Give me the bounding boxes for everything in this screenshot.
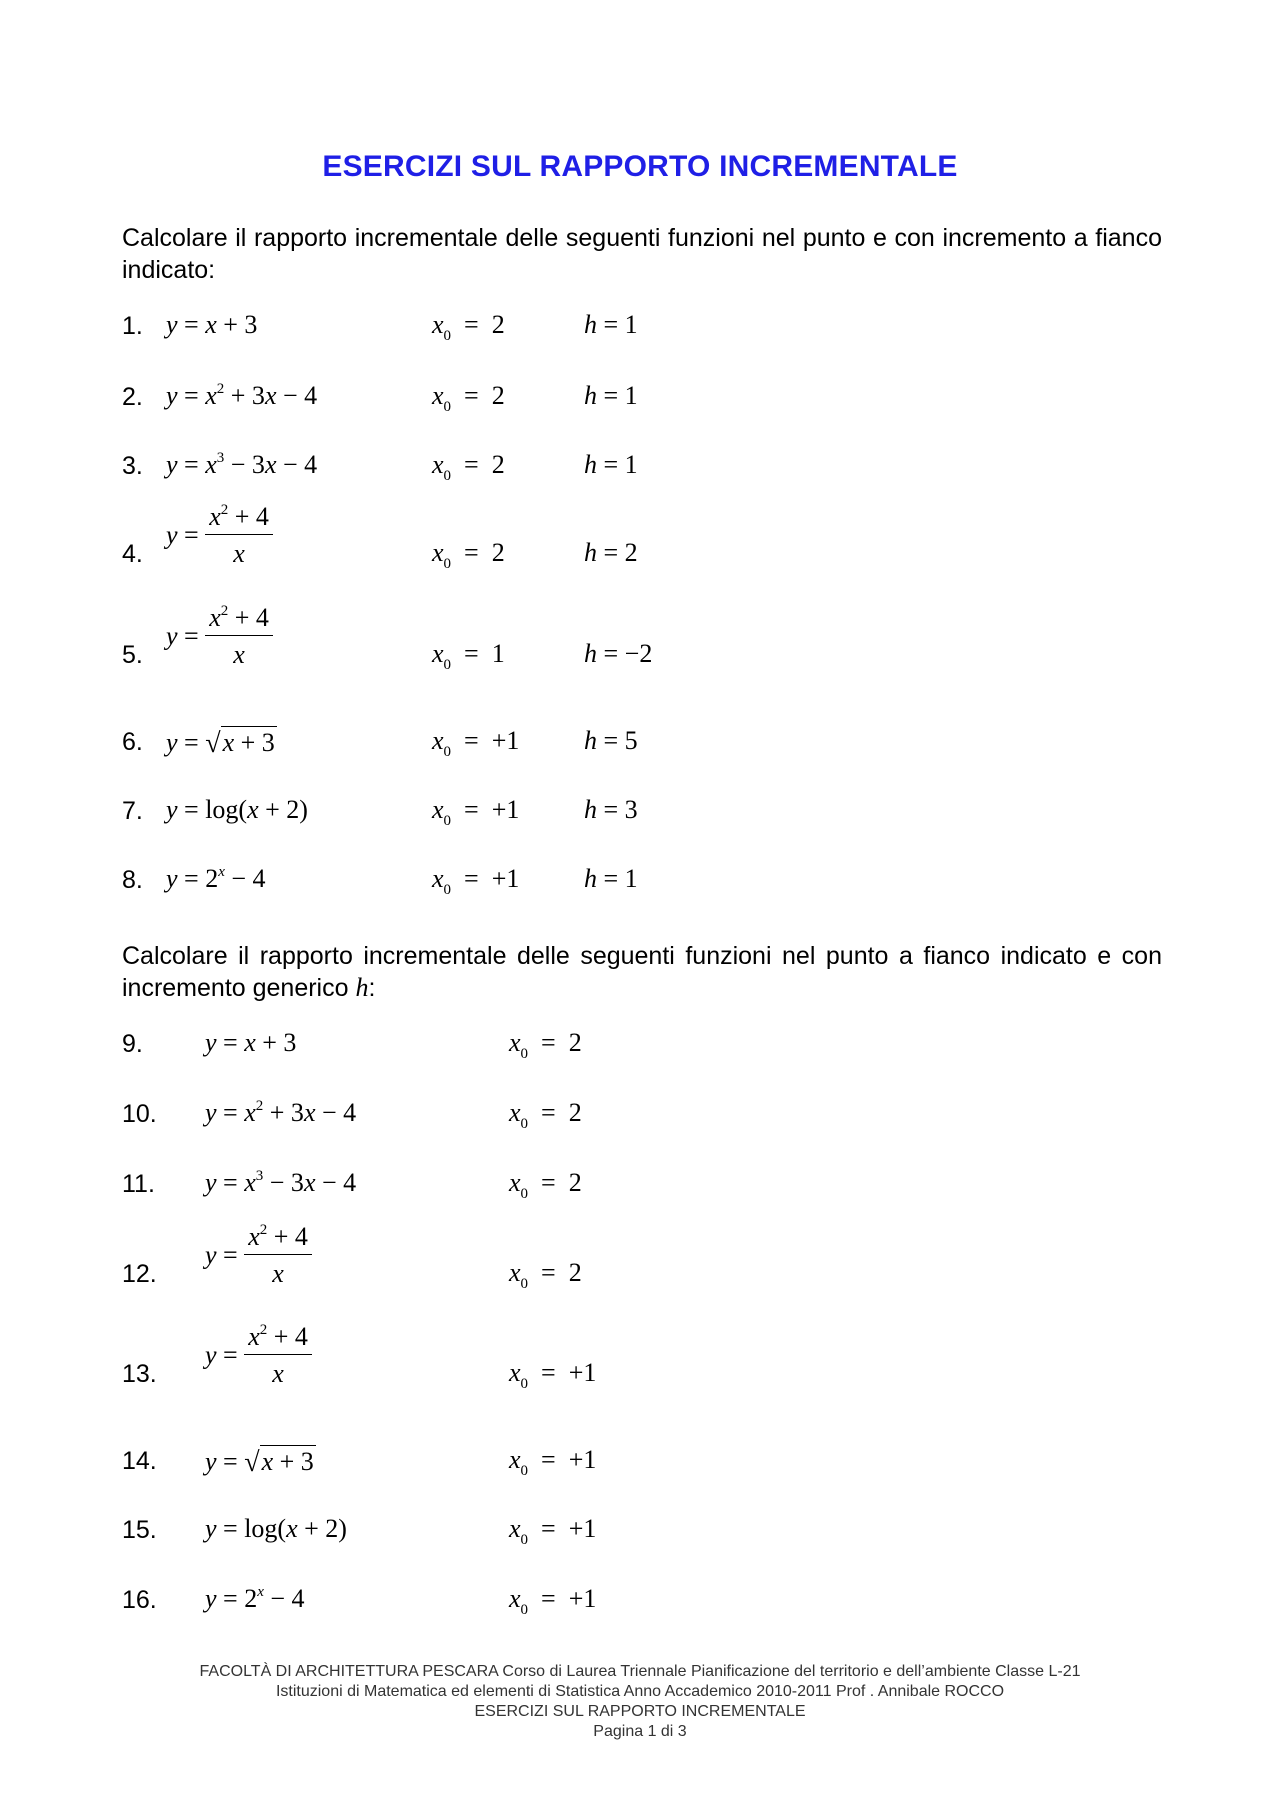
exercise-function: y = log(x + 2) [166, 795, 308, 824]
exercise-number: 6. [122, 728, 143, 756]
exercise-increment: h = 1 [584, 864, 638, 893]
exercise-function: y = $\frac{x^2 + 4}{x}$ [166, 605, 273, 672]
exercise-x0: $x_0 = +1$ [432, 726, 520, 760]
exercise-x0: $x_0 = 2$ [509, 1028, 582, 1062]
exercise-x0: $x_0 = 1$ [432, 639, 505, 673]
exercise-x0: $x_0 = +1$ [432, 795, 520, 829]
exercise-function: y = x + 3 [166, 310, 258, 339]
exercise-increment: h = 1 [584, 381, 638, 410]
exercise-number: 5. [122, 641, 143, 669]
footer-line-3: ESERCIZI SUL RAPPORTO INCREMENTALE [474, 1703, 806, 1720]
intro-paragraph-2 [122, 940, 1162, 1004]
exercise-x0: $x_0 = +1$ [509, 1445, 597, 1479]
intro-paragraph-2-var: h [355, 973, 369, 1002]
exercise-number: 8. [122, 866, 143, 894]
exercise-x0: $x_0 = 2$ [509, 1168, 582, 1202]
footer-line-4: Pagina 1 di 3 [593, 1723, 687, 1740]
exercise-function: $y = 2^x - 4$ [205, 1584, 305, 1613]
exercise-number: 2. [122, 383, 143, 411]
intro-paragraph-1: Calcolare il rapporto incrementale delle seguenti funzioni nel punto e con incremento a fianco indicato: [122, 224, 1162, 284]
exercise-number: 7. [122, 797, 143, 825]
exercise-number: 10. [122, 1100, 157, 1128]
exercise-function: y = √x + 3 [205, 1447, 314, 1478]
exercise-function: $y = 2^x - 4$ [166, 864, 266, 893]
exercise-function: y = $\frac{x^2 + 4}{x}$ [205, 1324, 312, 1391]
exercise-number: 16. [122, 1586, 157, 1614]
exercise-function: $y = x^2 + 3x - 4$ [205, 1098, 357, 1127]
exercise-number: 1. [122, 312, 143, 340]
exercise-number: 3. [122, 452, 143, 480]
exercise-number: 15. [122, 1516, 157, 1544]
exercise-increment: h = −2 [584, 639, 653, 668]
exercise-number: 11. [122, 1170, 155, 1198]
exercise-x0: $x_0 = 2$ [509, 1098, 582, 1132]
exercise-function: $y = x^2 + 3x - 4$ [166, 381, 318, 410]
footer-line-2: Istituzioni di Matematica ed elementi di Statistica Anno Accademico 2010-2011 Prof . Annibale ROCCO [275, 1683, 1005, 1700]
exercise-x0: $x_0 = +1$ [509, 1584, 597, 1618]
exercise-function: y = x + 3 [205, 1028, 297, 1057]
exercise-number: 4. [122, 540, 143, 568]
exercise-x0: $x_0 = 2$ [432, 381, 505, 415]
exercise-x0: $x_0 = +1$ [509, 1514, 597, 1548]
exercise-increment: h = 2 [584, 538, 638, 567]
exercise-x0: $x_0 = 2$ [432, 450, 505, 484]
exercise-x0: $x_0 = +1$ [509, 1358, 597, 1392]
exercise-increment: h = 3 [584, 795, 638, 824]
page-footer [0, 1662, 1280, 1742]
exercise-function: $y = x^3 - 3x - 4$ [166, 450, 318, 479]
exercise-increment: h = 1 [584, 310, 638, 339]
exercise-number: 13. [122, 1360, 157, 1388]
exercise-x0: $x_0 = 2$ [509, 1258, 582, 1292]
exercise-x0: $x_0 = +1$ [432, 864, 520, 898]
exercise-function: y = $\frac{x^2 + 4}{x}$ [205, 1224, 312, 1291]
exercise-function: y = $\frac{x^2 + 4}{x}$ [166, 504, 273, 571]
exercise-function: y = log(x + 2) [205, 1514, 347, 1543]
page-title: ESERCIZI SUL RAPPORTO INCREMENTALE [322, 150, 958, 183]
exercise-number: 12. [122, 1260, 157, 1288]
footer-line-1: FACOLTÀ DI ARCHITETTURA PESCARA Corso di Laurea Triennale Pianificazione del territorio e dell’ambiente Classe L-21 [199, 1663, 1081, 1680]
exercise-increment: h = 5 [584, 726, 638, 755]
exercise-function: y = √x + 3 [166, 728, 275, 759]
exercise-increment: h = 1 [584, 450, 638, 479]
exercise-number: 9. [122, 1030, 143, 1058]
intro-paragraph-2-end: : [368, 974, 376, 1002]
exercise-function: $y = x^3 - 3x - 4$ [205, 1168, 357, 1197]
exercise-number: 14. [122, 1447, 157, 1475]
exercise-x0: $x_0 = 2$ [432, 310, 505, 344]
exercise-x0: $x_0 = 2$ [432, 538, 505, 572]
intro-paragraph-2-text: Calcolare il rapporto incrementale delle seguenti funzioni nel punto a fianco indicato e con incremento generico [122, 942, 1162, 1002]
